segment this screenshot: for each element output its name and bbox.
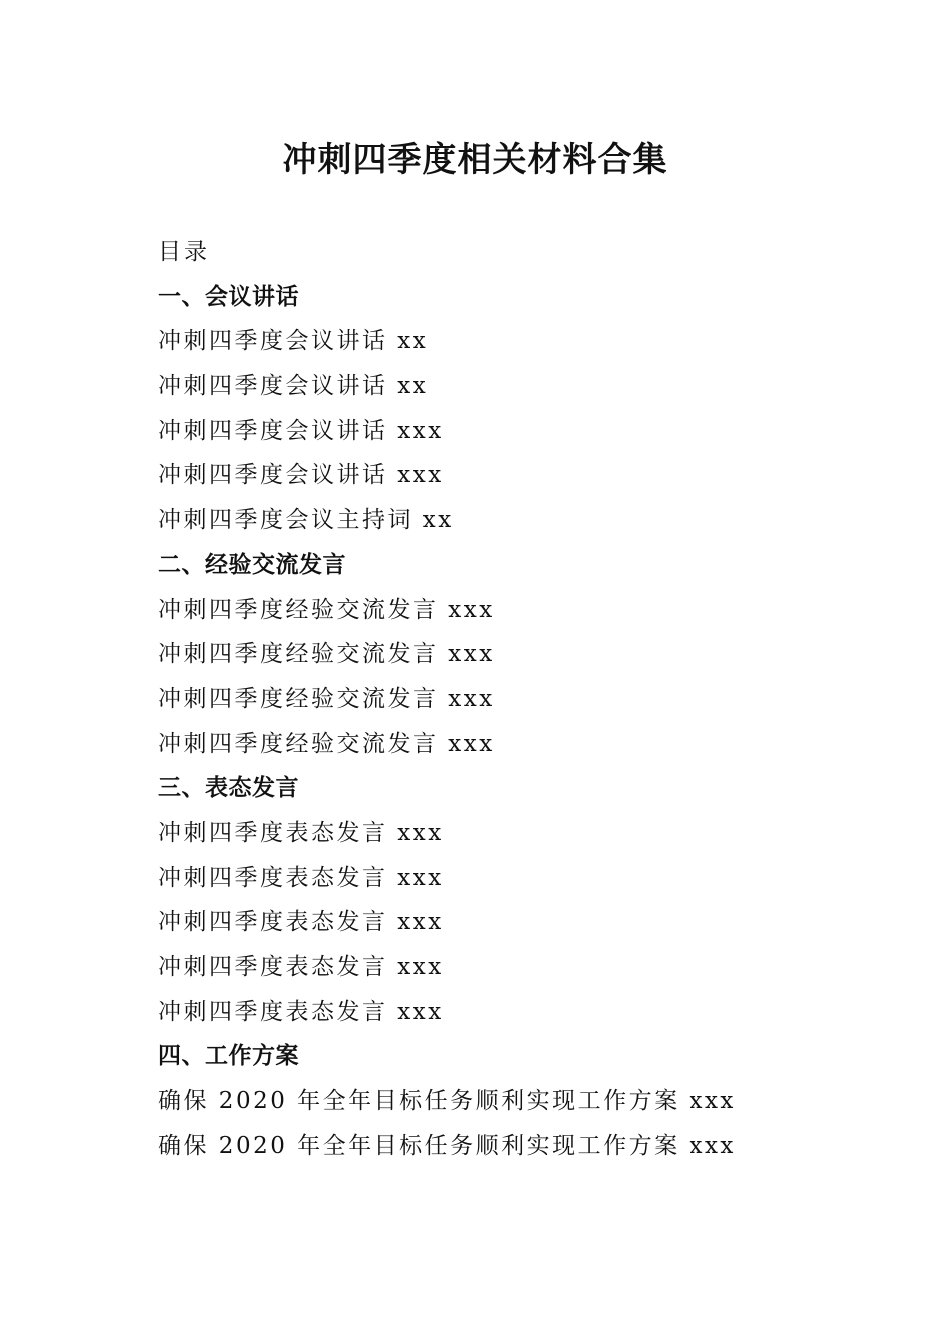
section-heading: 一、会议讲话	[158, 283, 299, 310]
toc-entry: 冲刺四季度表态发言 xxx	[158, 954, 444, 980]
toc-entry: 冲刺四季度表态发言 xxx	[158, 819, 444, 846]
toc-entry: 冲刺四季度表态发言 xxx	[158, 864, 444, 891]
section-heading: 四、工作方案	[158, 1043, 299, 1070]
toc-entry: 确保 2020 年全年目标任务顺利实现工作方案 xxx	[158, 1088, 736, 1115]
toc-heading: 目录	[158, 239, 210, 265]
toc-entry: 冲刺四季度经验交流发言 xxx	[158, 685, 495, 712]
section-heading: 二、经验交流发言	[158, 551, 346, 578]
toc-section-meeting-speeches	[158, 275, 858, 543]
table-of-contents	[158, 230, 858, 1168]
toc-entry: 冲刺四季度会议讲话 xx	[158, 328, 429, 355]
toc-entry: 冲刺四季度会议讲话 xx	[158, 373, 429, 400]
toc-entry: 冲刺四季度表态发言 xxx	[158, 998, 444, 1025]
toc-section-experience-sharing	[158, 543, 858, 766]
toc-section-work-plans	[158, 1034, 858, 1168]
toc-entry: 冲刺四季度经验交流发言 xxx	[158, 596, 495, 623]
toc-entry: 冲刺四季度经验交流发言 xxx	[158, 641, 495, 668]
toc-entry: 冲刺四季度会议讲话 xxx	[158, 417, 444, 444]
toc-entry: 冲刺四季度会议讲话 xxx	[158, 462, 444, 489]
toc-entry: 冲刺四季度会议主持词 xx	[158, 507, 454, 534]
toc-entry: 冲刺四季度表态发言 xxx	[158, 909, 444, 936]
toc-section-pledge-speeches	[158, 766, 858, 1034]
toc-entry: 确保 2020 年全年目标任务顺利实现工作方案 xxx	[158, 1132, 736, 1159]
page-title: 冲刺四季度相关材料合集	[282, 140, 668, 180]
section-heading: 三、表态发言	[158, 775, 299, 802]
toc-entry: 冲刺四季度经验交流发言 xxx	[158, 730, 495, 757]
